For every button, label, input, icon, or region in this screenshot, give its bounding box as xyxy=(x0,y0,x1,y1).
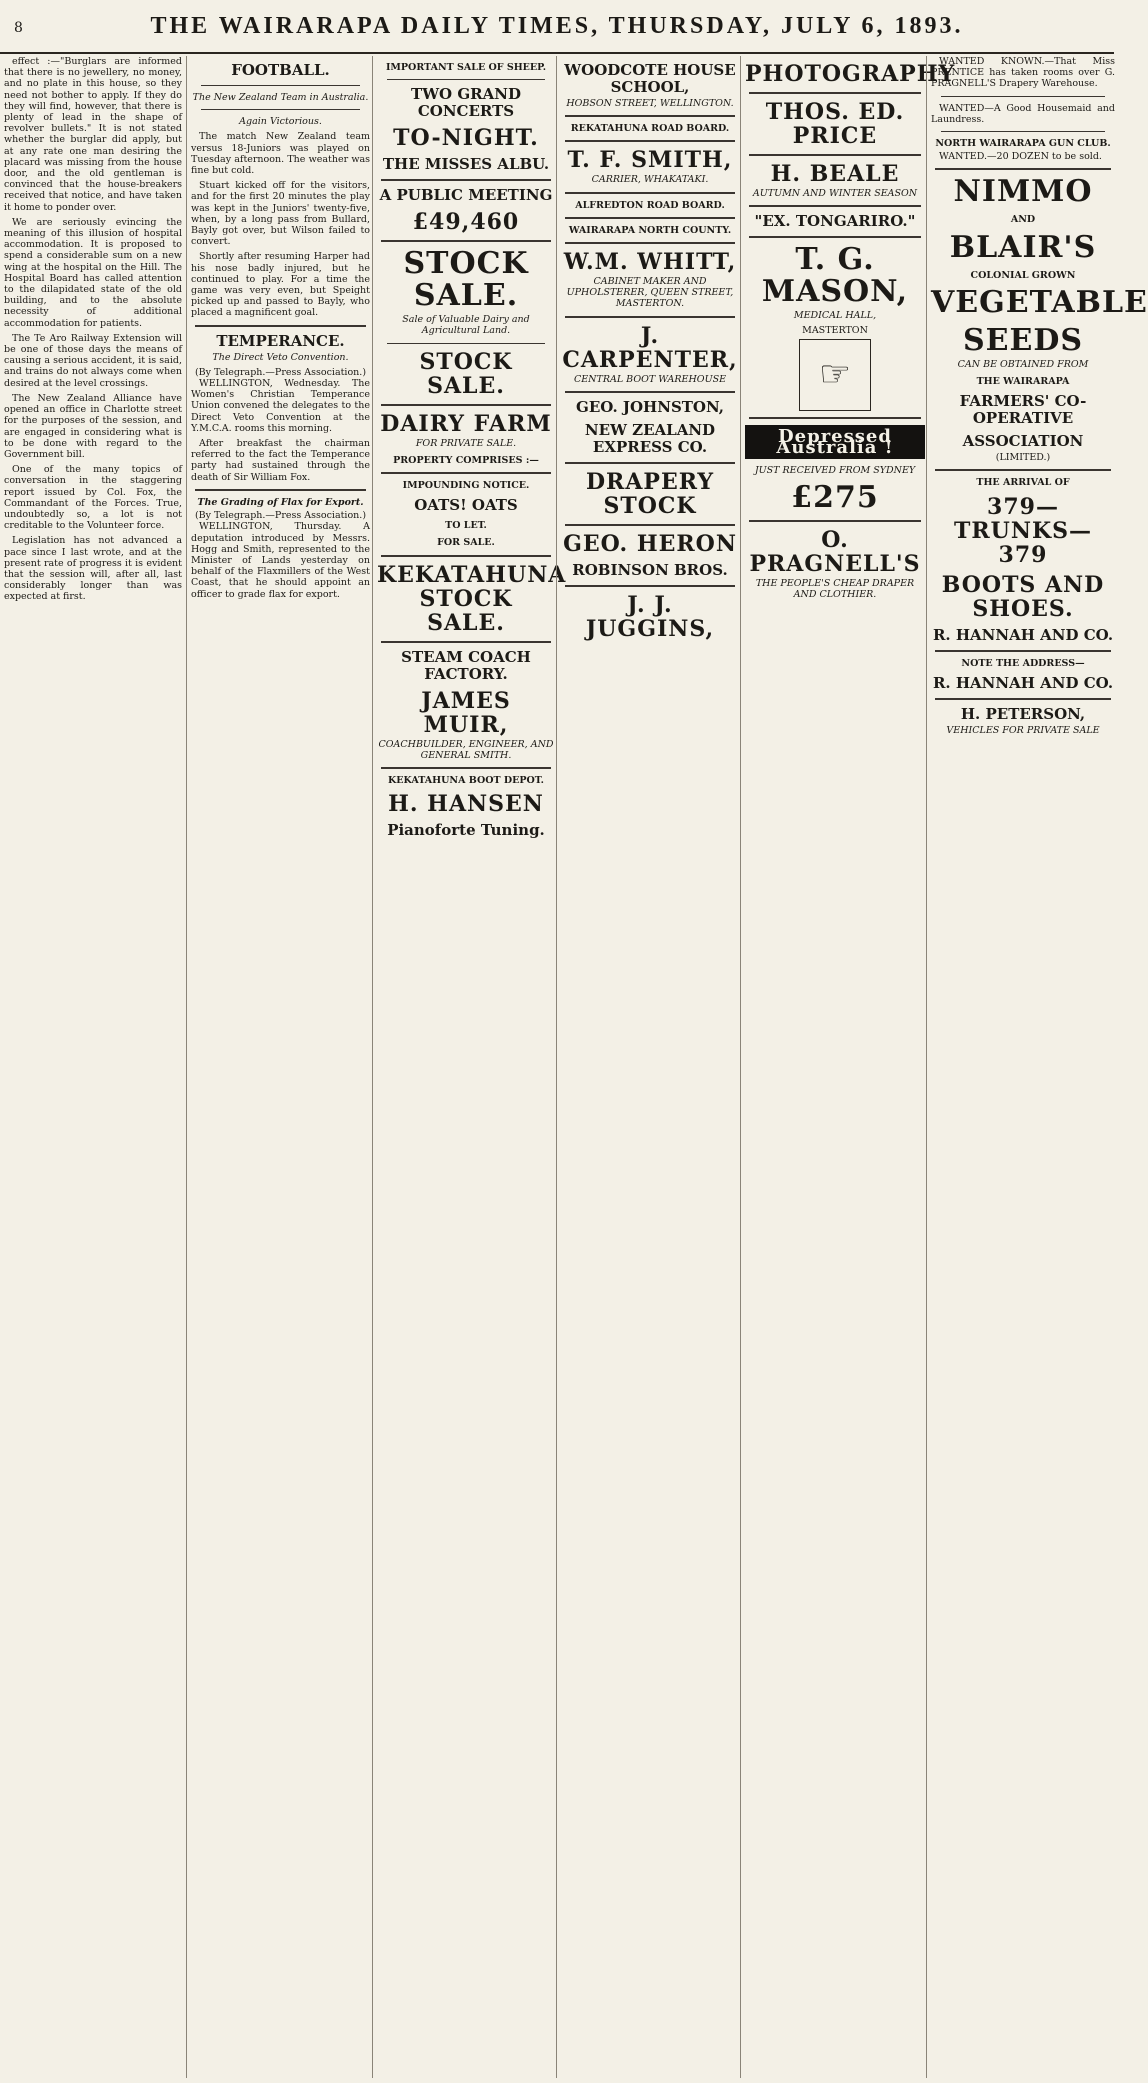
advert-heading: VEGETABLE xyxy=(931,284,1148,320)
advert-subheading: THE WAIRARAPA xyxy=(976,376,1070,388)
advert-banner: Depressed Australia ! xyxy=(745,425,925,459)
advert-heading: DRAPERY STOCK xyxy=(585,468,715,519)
advert-location: MASTERTON xyxy=(802,325,868,337)
section-heading: FOOTBALL. xyxy=(231,61,330,79)
article-paragraph: Legislation has not advanced a pace since I last wrote, and at the present rate of progress it is evident that the session will, after all, last considerably longer than was expected at first. xyxy=(4,535,182,603)
advert-heading: WAIRARAPA NORTH COUNTY. xyxy=(568,224,732,236)
advert-subheading: VEHICLES FOR PRIVATE SALE xyxy=(946,724,1100,736)
article-paragraph: effect :—"Burglars are informed that there is no jewellery, no money, and no plate in this house, so they need not bother to apply. If they do they will find, however, that there is plenty of lead in the shape of revolver bullets." It is not stated whether the burglar did apply, but at any rate one man desiring the placard was missing from the house door, and the old gentleman is convinced that the house-breakers received that notice, and have taken it home to ponder over. xyxy=(4,56,182,213)
column-1 xyxy=(4,56,182,2078)
advert-subheading: NOTE THE ADDRESS— xyxy=(961,657,1085,669)
advert-subheading: THE PEOPLE'S CHEAP DRAPER AND CLOTHIER. xyxy=(755,578,915,601)
advert-heading: WOODCOTE HOUSE SCHOOL, xyxy=(564,61,736,96)
advert-subheading: CABINET MAKER AND UPHOLSTERER, QUEEN STREET, MASTERTON. xyxy=(566,276,734,310)
advert-subheading: FOR PRIVATE SALE. xyxy=(415,437,517,449)
article-paragraph: The New Zealand Alliance have opened an office in Charlotte street for the purposes of the session, and are engaged in considering what is to be done with regard to the Government bill. xyxy=(4,392,182,460)
article-paragraph: WELLINGTON, Thursday. A deputation introduced by Messrs. Hogg and Smith, represented to the Minister of Lands yesterday on behalf of the Flaxmillers of the West Coast, that he should appoint an officer to grade flax for export. xyxy=(191,521,370,600)
advert-heading: 379—TRUNKS—379 xyxy=(954,493,1092,568)
article-paragraph: The Te Aro Railway Extension will be one of those days the means of causing a serious accident, it is said, and trains do not always come when desired at the level crossings. xyxy=(4,332,182,389)
advert-subheading: JUST RECEIVED FROM SYDNEY xyxy=(754,465,916,477)
section-subheading: Again Victorious. xyxy=(239,116,322,128)
advert-heading: GEO. HERON xyxy=(563,530,737,557)
advert-subheading: HOBSON STREET, WELLINGTON. xyxy=(566,98,734,109)
advert-heading: IMPORTANT SALE OF SHEEP. xyxy=(385,62,547,73)
advert-heading: T. G. MASON, xyxy=(761,242,909,310)
advert-subheading: COACHBUILDER, ENGINEER, AND GENERAL SMITH. xyxy=(378,738,554,761)
columns xyxy=(4,56,1148,2078)
advert-amount: £275 xyxy=(791,480,879,516)
advert-heading: H. PETERSON, xyxy=(960,704,1086,723)
advert-heading: REKATAHUNA ROAD BOARD. xyxy=(570,123,730,135)
advert-subheading: CARRIER, WHAKATAKI. xyxy=(591,174,709,186)
advert-heading: BOOTS AND SHOES. xyxy=(941,571,1105,622)
advert-heading: GEO. JOHNSTON, xyxy=(576,397,724,416)
advert-subheading: CENTRAL BOOT WAREHOUSE xyxy=(573,373,727,385)
advert-heading: OATS! OATS xyxy=(414,496,518,515)
advert-heading: ALFREDTON ROAD BOARD. xyxy=(575,199,725,211)
advert-heading: TO LET. xyxy=(445,520,487,532)
masthead xyxy=(0,0,1114,54)
advert-heading: STOCK SALE. xyxy=(403,246,529,314)
advert-subheading: AUTUMN AND WINTER SEASON xyxy=(752,188,918,199)
advert-heading: A PUBLIC MEETING xyxy=(379,186,553,205)
column-2 xyxy=(186,56,370,2078)
advert-heading: STEAM COACH FACTORY. xyxy=(401,647,531,683)
advert-heading: H. HANSEN xyxy=(388,791,544,818)
advert-heading: J. J. JUGGINS, xyxy=(585,591,715,642)
advert-heading: AND xyxy=(1010,214,1036,226)
advert-paragraph: WANTED—A Good Housemaid and Laundress. xyxy=(931,102,1115,125)
article-paragraph: One of the many topics of conversation in the staggering report issued by Col. Fox, the Commandant of the Forces. True, undoubtedly so, a lot is not creditable to the Volunteer force. xyxy=(4,464,182,532)
advert-paragraph: WANTED.—20 DOZEN to be sold. xyxy=(939,151,1102,163)
advert-subheading: COLONIAL GROWN xyxy=(970,269,1076,281)
advert-heading: THE MISSES ALBU. xyxy=(382,155,550,174)
column-3 xyxy=(372,56,567,2078)
advert-subheading: MEDICAL HALL, xyxy=(793,310,877,322)
byline: (By Telegraph.—Press Association.) xyxy=(194,366,367,378)
advert-heading: KEKATAHUNA STOCK SALE. xyxy=(377,561,567,636)
advert-heading: "EX. TONGARIRO." xyxy=(754,212,916,231)
advert-heading: NORTH WAIRARAPA GUN CLUB. xyxy=(935,138,1111,150)
advert-heading: R. HANNAH AND CO. xyxy=(932,673,1114,692)
advert-paragraph: WANTED KNOWN.—That Miss PRENTICE has taken rooms over G. PRAGNELL'S Drapery Warehouse. xyxy=(931,56,1115,90)
advert-heading: J. CARPENTER, xyxy=(562,322,738,373)
advert-heading: TWO GRAND CONCERTS xyxy=(411,85,521,121)
section-subheading: The New Zealand Team in Australia. xyxy=(192,92,369,103)
advert-heading: TO-NIGHT. xyxy=(393,125,539,152)
advert-subheading: Sale of Valuable Dairy and Agricultural Land. xyxy=(402,314,530,337)
advert-heading: ROBINSON BROS. xyxy=(572,560,728,579)
article-paragraph: After breakfast the chairman referred to the fact the Temperance party had sustained through the death of Sir William Fox. xyxy=(191,438,370,483)
advert-heading: NIMMO xyxy=(953,174,1093,210)
advert-heading: FOR SALE. xyxy=(437,537,495,549)
advert-heading: JAMES MUIR, xyxy=(421,687,511,738)
column-4 xyxy=(556,56,739,2078)
advert-heading: FARMERS' CO-OPERATIVE xyxy=(959,392,1087,428)
advert-heading: Pianoforte Tuning. xyxy=(387,821,545,840)
advert-heading: STOCK SALE. xyxy=(419,348,513,399)
advert-heading: W.M. WHITT, xyxy=(563,249,737,276)
advert-subheading: (LIMITED.) xyxy=(995,452,1051,464)
advert-heading: IMPOUNDING NOTICE. xyxy=(402,480,530,492)
advert-heading: O. PRAGNELL'S xyxy=(749,527,921,578)
article-paragraph: Shortly after resuming Harper had his nose badly injured, but he continued to play. For a time the game was very even, but Speight picked up and passed to Bayly, who placed a magnificent goal. xyxy=(191,251,370,319)
article-paragraph: WELLINGTON, Wednesday. The Women's Christian Temperance Union convened the delegates to the Direct Veto Convention at the Y.M.C.A. rooms this morning. xyxy=(191,378,370,434)
page-title: THE WAIRARAPA DAILY TIMES, THURSDAY, JULY 6, 1893. xyxy=(150,12,964,39)
advert-subheading: CAN BE OBTAINED FROM xyxy=(957,358,1089,370)
section-subheading: The Direct Veto Convention. xyxy=(212,351,349,363)
section-heading: TEMPERANCE. xyxy=(216,331,345,350)
advert-amount: £49,460 xyxy=(412,209,520,236)
advert-heading: KEKATAHUNA BOOT DEPOT. xyxy=(388,775,544,787)
article-paragraph: Stuart kicked off for the visitors, and for the first 20 minutes the play was kept in the Juniors' twenty-five, when, by a long pass from Bullard, Bayly got over, but Wilson failed to convert. xyxy=(191,180,370,248)
advert-heading: R. HANNAH AND CO. xyxy=(932,625,1114,644)
advert-heading: PROPERTY COMPRISES :— xyxy=(393,454,539,466)
article-paragraph: We are seriously evincing the meaning of this illusion of hospital accommodation. It is proposed to spend a considerable sum on a new wing at the hospital on the Hill. The Hospital Board has called attention to the dilapidated state of the old building, and to the absolute necessity of additional accommodation for patients. xyxy=(4,216,182,329)
advert-heading: THOS. ED. PRICE xyxy=(765,99,905,149)
advert-heading: BLAIR'S xyxy=(949,229,1097,265)
article-paragraph: The match New Zealand team versus 18-Juniors was played on Tuesday afternoon. The weather was fine but cold. xyxy=(191,131,370,177)
column-6 xyxy=(926,56,1148,2078)
byline: (By Telegraph.—Press Association.) xyxy=(194,510,367,522)
advert-heading: SEEDS xyxy=(962,322,1084,358)
page-number: 8 xyxy=(14,20,23,36)
pointing-hand-icon: ☞ xyxy=(799,339,871,411)
advert-heading: T. F. SMITH, xyxy=(567,147,733,174)
column-5 xyxy=(740,56,956,2078)
advert-heading: DAIRY FARM xyxy=(380,410,552,437)
advert-heading: ASSOCIATION xyxy=(962,432,1084,451)
advert-heading: PHOTOGRAPHY xyxy=(745,61,956,87)
advert-heading: H. BEALE xyxy=(770,161,900,187)
advert-subheading: THE ARRIVAL OF xyxy=(976,477,1070,489)
advert-heading: NEW ZEALAND EXPRESS CO. xyxy=(584,420,716,456)
section-heading: The Grading of Flax for Export. xyxy=(197,496,364,508)
